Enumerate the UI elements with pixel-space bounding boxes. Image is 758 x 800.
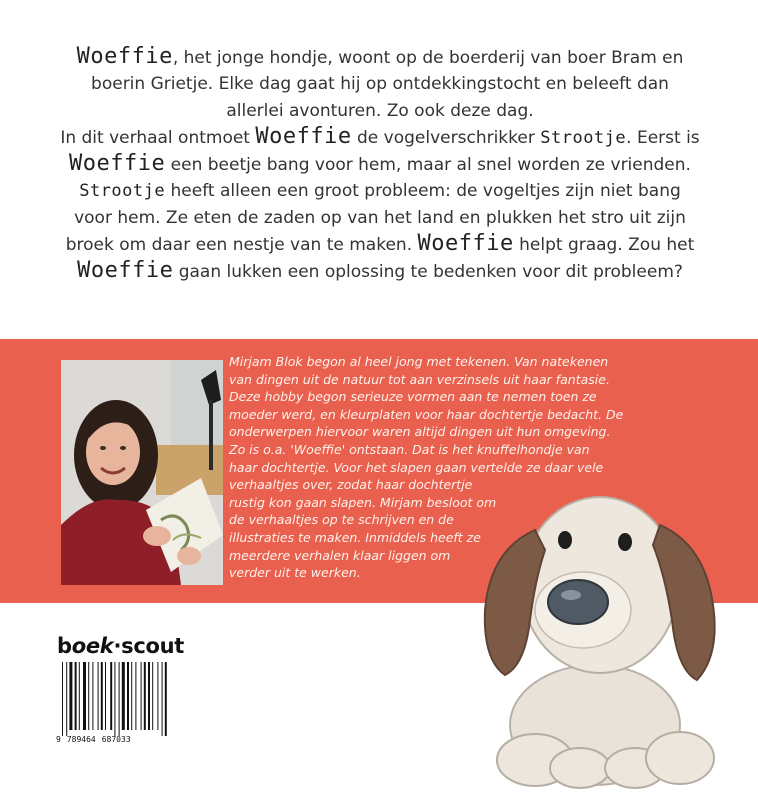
barcode-bar bbox=[66, 662, 67, 736]
name-woeffie: Woeffie bbox=[69, 151, 166, 177]
bio-line: meerdere verhalen klaar liggen om bbox=[229, 547, 451, 563]
bio-line: illustraties te maken. Inmiddels heeft ze bbox=[229, 529, 481, 545]
barcode-bar bbox=[105, 662, 106, 730]
bio-line: Deze hobby begon serieuze vormen aan te nemen toen ze bbox=[229, 389, 597, 405]
blurb-line: Woeffie een beetje bang voor hem, maar al snel worden ze vrienden. bbox=[69, 151, 691, 177]
barcode-bar bbox=[92, 662, 93, 730]
barcode-bar bbox=[83, 662, 86, 730]
bio-line: Zo is o.a. 'Woeffie' ontstaan. Dat is het knuffelhondje van bbox=[229, 441, 590, 457]
isbn-number: 9 789464 687033 bbox=[56, 735, 131, 744]
bio-line: moeder werd, en kleurplaten voor haar dochtertje bedacht. De bbox=[229, 406, 624, 422]
barcode-bar bbox=[152, 662, 153, 730]
blurb-line: allerlei avonturen. Zo ook deze dag. bbox=[226, 100, 534, 121]
name-woeffie: Woeffie bbox=[417, 231, 514, 257]
isbn-barcode bbox=[60, 662, 185, 736]
bio-line: Mirjam Blok begon al heel jong met tekenen. Van natekenen bbox=[229, 354, 609, 369]
barcode-bar bbox=[135, 662, 136, 730]
bio-line: onderwerpen hiervoor waren altijd dingen uit hun omgeving. bbox=[229, 424, 611, 440]
bio-line: verder uit te werken. bbox=[229, 565, 361, 581]
barcode-bar bbox=[101, 662, 103, 730]
woeffie-plush-dog-illustration bbox=[465, 490, 735, 790]
barcode-bar bbox=[127, 662, 129, 730]
blurb-line: broek om daar een nestje van te maken. Woeffie helpt graag. Zou het bbox=[65, 231, 695, 257]
name-strootje: Strootje bbox=[79, 181, 166, 202]
barcode-bar bbox=[69, 662, 72, 730]
blurb-line: Woeffie, het jonge hondje, woont op de boerderij van boer Bram en bbox=[76, 44, 684, 69]
barcode-bar bbox=[119, 662, 120, 736]
barcode-bar bbox=[148, 662, 150, 730]
name-woeffie: Woeffie bbox=[255, 123, 352, 149]
barcode-bar bbox=[62, 662, 63, 736]
barcode-bar bbox=[141, 662, 142, 730]
name-woeffie: Woeffie bbox=[77, 258, 174, 284]
blurb-line: Strootje heeft alleen een groot probleem: de vogeltjes zijn niet bang bbox=[79, 181, 681, 202]
barcode-bar bbox=[165, 662, 167, 736]
barcode-bar bbox=[79, 662, 80, 730]
barcode-bar bbox=[88, 662, 89, 730]
name-woeffie: Woeffie bbox=[76, 44, 173, 69]
barcode-bar bbox=[122, 662, 125, 730]
blurb-line: In dit verhaal ontmoet Woeffie de vogelverschrikker Strootje. Eerst is bbox=[60, 123, 700, 149]
bio-line: van dingen uit de natuur tot aan verzinsels uit haar fantasie. bbox=[229, 371, 610, 387]
bio-line: de verhaaltjes op te schrijven en de bbox=[229, 512, 454, 528]
barcode-bar bbox=[131, 662, 132, 730]
author-photo-illustration bbox=[61, 360, 223, 585]
author-photo bbox=[61, 360, 223, 585]
barcode-bar bbox=[162, 662, 163, 736]
barcode-bar bbox=[98, 662, 99, 730]
blurb-line: boerin Grietje. Elke dag gaat hij op ontdekkingstocht en beleeft dan bbox=[91, 74, 669, 95]
name-strootje: Strootje bbox=[540, 127, 627, 148]
back-cover-blurb bbox=[60, 44, 700, 286]
bio-line: rustig kon gaan slapen. Mirjam besloot om bbox=[229, 494, 497, 510]
bio-line: haar dochtertje. Voor het slapen gaan vertelde ze daar vele bbox=[229, 459, 604, 475]
bio-line: verhaaltjes over, zodat haar dochtertje bbox=[229, 477, 473, 493]
barcode-bar bbox=[75, 662, 77, 730]
barcode-bar bbox=[144, 662, 146, 730]
blurb-line: Woeffie gaan lukken een oplossing te bedenken voor dit probleem? bbox=[77, 258, 683, 284]
publisher-logo: boek·scout bbox=[57, 634, 185, 658]
barcode-bar bbox=[110, 662, 112, 730]
barcode-bar bbox=[157, 662, 158, 730]
barcode-bar bbox=[114, 662, 115, 736]
blurb-line: voor hem. Ze eten de zaden op van het land en plukken het stro uit zijn bbox=[74, 207, 686, 228]
